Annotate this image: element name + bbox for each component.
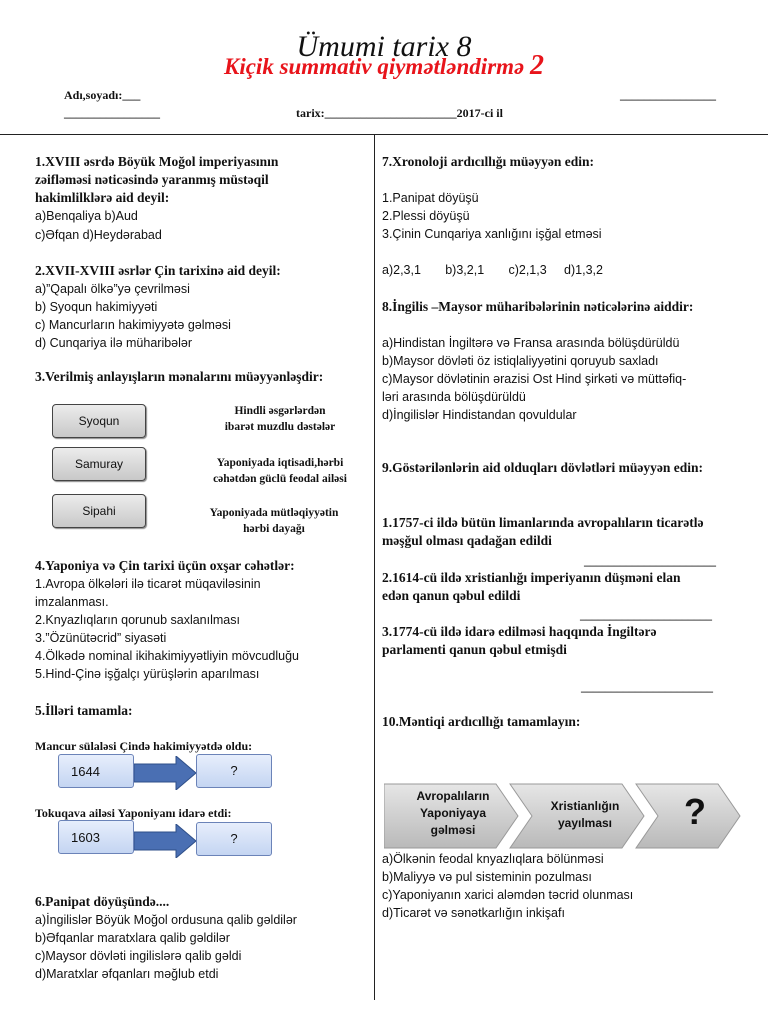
q7-item: 1.Panipat döyüşü <box>382 191 479 205</box>
q9-item2-line: 2.1614-cü ildə xristianlığı imperiyanın düşməni elan <box>382 570 681 585</box>
q2-option: d) Cunqariya ilə müharibələr <box>35 336 193 350</box>
q5-item2-label: Tokuqava ailəsi Yaponiyanı idarə etdi: <box>35 806 232 820</box>
q6-option: c)Maysor dövləti ingilislərə qalib gəldi <box>35 949 242 963</box>
q4-item: 5.Hind-Çinə işğalçı yürüşlərin aparılması <box>35 667 260 681</box>
q6-option: d)Maratxlar əfqanları məğlub etdi <box>35 967 219 981</box>
q10-option: d)Ticarət və sənətkarlığın inkişafı <box>382 906 565 920</box>
chevron-question-mark[interactable]: ? <box>684 791 706 832</box>
q8-option: d)İngilislər Hindistandan qovuldular <box>382 408 577 422</box>
answer-box-2[interactable]: ? <box>196 822 272 856</box>
q6-title: 6.Panipat döyüşündə.... <box>35 894 170 909</box>
q4-item: 3.”Özünütəcrid” siyasəti <box>35 631 167 645</box>
q7-item: 2.Plessi döyüşü <box>382 209 470 223</box>
q9-item1-line: 1.1757-ci ildə bütün limanlarında avropalıların ticarətlə <box>382 515 704 530</box>
definition-line: Hindli əsgərlərdən <box>234 405 326 417</box>
q9-title: 9.Göstərilənlərin aid olduqları dövlətləri müəyyən edin: <box>382 460 703 475</box>
q9-item1-line: məşğul olması qadağan edildi <box>382 533 552 548</box>
definition-line: ibarət muzdlu dəstələr <box>224 421 336 433</box>
q10-option: b)Maliyyə və pul sisteminin pozulması <box>382 870 592 884</box>
definition-2[interactable] <box>190 455 370 487</box>
term-syoqun[interactable]: Syoqun <box>52 404 146 438</box>
answer-box-1[interactable]: ? <box>196 754 272 788</box>
q1-option-row: a)Benqaliya b)Aud <box>35 209 138 223</box>
date-label: tarix:______________________2017-ci il <box>296 106 503 120</box>
chevron-line: yayılması <box>557 816 613 830</box>
q9-item3-line: 3.1774-cü ildə idarə edilməsi haqqında İngiltərə <box>382 624 657 639</box>
subtitle-text: Kiçik summativ qiymətləndirmə <box>223 54 525 79</box>
q4-item: 1.Avropa ölkələri ilə ticarət müqaviləsinin <box>35 577 261 591</box>
q1-option-row: c)Əfqan d)Heydərabad <box>35 228 162 242</box>
arrow-right-icon <box>134 756 198 790</box>
definition-line: Yaponiyada iqtisadi,hərbi <box>216 457 344 469</box>
name-blank-left: ________________ <box>64 106 160 120</box>
chevron-line: Avropalıların <box>416 789 490 803</box>
chevron-line: Xristianlığın <box>550 799 620 813</box>
q8-title: 8.İngilis –Maysor müharibələrinin nəticələrinə aiddir: <box>382 299 694 314</box>
q9-item2-line: edən qanun qəbul edildi <box>382 588 521 603</box>
subtitle-number: 2 <box>530 50 544 81</box>
q7-answers: a)2,3,1 b)3,2,1 c)2,1,3 d)1,3,2 <box>382 263 603 277</box>
answer-blank-3[interactable]: ______________________ <box>581 680 713 694</box>
q4-item: 2.Knyazlıqların qorunub saxlanılması <box>35 613 240 627</box>
q4-item: 4.Ölkədə nominal ikihakimiyyətliyin mövcudluğu <box>35 649 300 663</box>
q3-title: 3.Verilmiş anlayışların mənalarını müəyyənləşdir: <box>35 369 324 384</box>
chevron-label-2 <box>530 798 640 832</box>
definition-1[interactable] <box>190 403 370 435</box>
column-divider <box>374 134 375 1000</box>
q10-option: c)Yaponiyanın xarici aləmdən təcrid olunması <box>382 888 634 902</box>
page-title: Ümumi tarix 8 <box>296 30 472 63</box>
q7-item: 3.Çinin Cunqariya xanlığını işğal etməsi <box>382 227 602 241</box>
term-sipahi[interactable]: Sipahi <box>52 494 146 528</box>
q10-title: 10.Məntiqi ardıcıllığı tamamlayın: <box>382 714 581 729</box>
q9-item1 <box>382 514 704 550</box>
q8-option: ləri arasında bölüşdürüldü <box>382 390 526 404</box>
q8-option: a)Hindistan İngiltərə və Fransa arasında bölüşdürüldü <box>382 336 680 350</box>
q6-option: b)Əfqanlar maratxlara qalib gəldilər <box>35 931 230 945</box>
q2-option: a)”Qapalı ölkə”yə çevrilməsi <box>35 282 190 296</box>
q2-option: b) Syoqun hakimiyyəti <box>35 300 158 314</box>
name-blank-right: ________________ <box>620 88 716 102</box>
q4-item: imzalanması. <box>35 595 109 609</box>
definition-line: cəhətdən güclü feodal ailəsi <box>213 473 347 485</box>
term-samuray[interactable]: Samuray <box>52 447 146 481</box>
answer-blank-1[interactable]: ______________________ <box>584 554 716 568</box>
q7-title: 7.Xronoloji ardıcıllığı müəyyən edin: <box>382 154 594 169</box>
q9-item3-line: parlamenti qanun qəbul etmişdi <box>382 642 567 657</box>
chevron-label-1 <box>398 788 508 839</box>
q4-title: 4.Yaponiya və Çin tarixi üçün oxşar cəhətlər: <box>35 558 295 573</box>
name-label: Adı,soyadı:___ <box>64 88 141 102</box>
chevron-line: gəlməsi <box>430 823 476 837</box>
q9-item2 <box>382 569 681 605</box>
q2-title: 2.XVII-XVIII əsrlər Çin tarixinə aid deyil: <box>35 263 281 278</box>
q8-option: b)Maysor dövləti öz istiqlaliyyətini qoruyub saxladı <box>382 354 659 368</box>
q6-option: a)İngilislər Böyük Moğol ordusuna qalib gəldilər <box>35 913 297 927</box>
header-divider <box>0 134 768 135</box>
definition-line: Yaponiyada mütləqiyyətin <box>209 507 339 519</box>
q9-item3 <box>382 623 657 659</box>
q1-title: 1.XVIII əsrdə Böyük Moğol imperiyasının zəifləməsi nəticəsində yaranmış müstəqil hakimlilklərə aid deyil: <box>35 154 279 205</box>
q8-option: c)Maysor dövlətinin ərazisi Ost Hind şirkəti və müttəfiq- <box>382 372 687 386</box>
q5-title: 5.İlləri tamamla: <box>35 703 133 718</box>
answer-blank-2[interactable]: ______________________ <box>580 608 712 622</box>
arrow-right-icon <box>134 824 198 858</box>
year-box-1644: 1644 <box>58 754 134 788</box>
q10-option: a)Ölkənin feodal knyazlıqlara bölünməsi <box>382 852 604 866</box>
q5-item1-label: Mancur sülaləsi Çində hakimiyyətdə oldu: <box>35 739 253 753</box>
year-box-1603: 1603 <box>58 820 134 854</box>
definition-line: hərbi dayağı <box>243 523 305 535</box>
chevron-line: Yaponiyaya <box>419 806 487 820</box>
page-subtitle <box>0 50 768 81</box>
q2-option: c) Mancurların hakimiyyətə gəlməsi <box>35 318 231 332</box>
definition-3[interactable] <box>184 505 364 537</box>
